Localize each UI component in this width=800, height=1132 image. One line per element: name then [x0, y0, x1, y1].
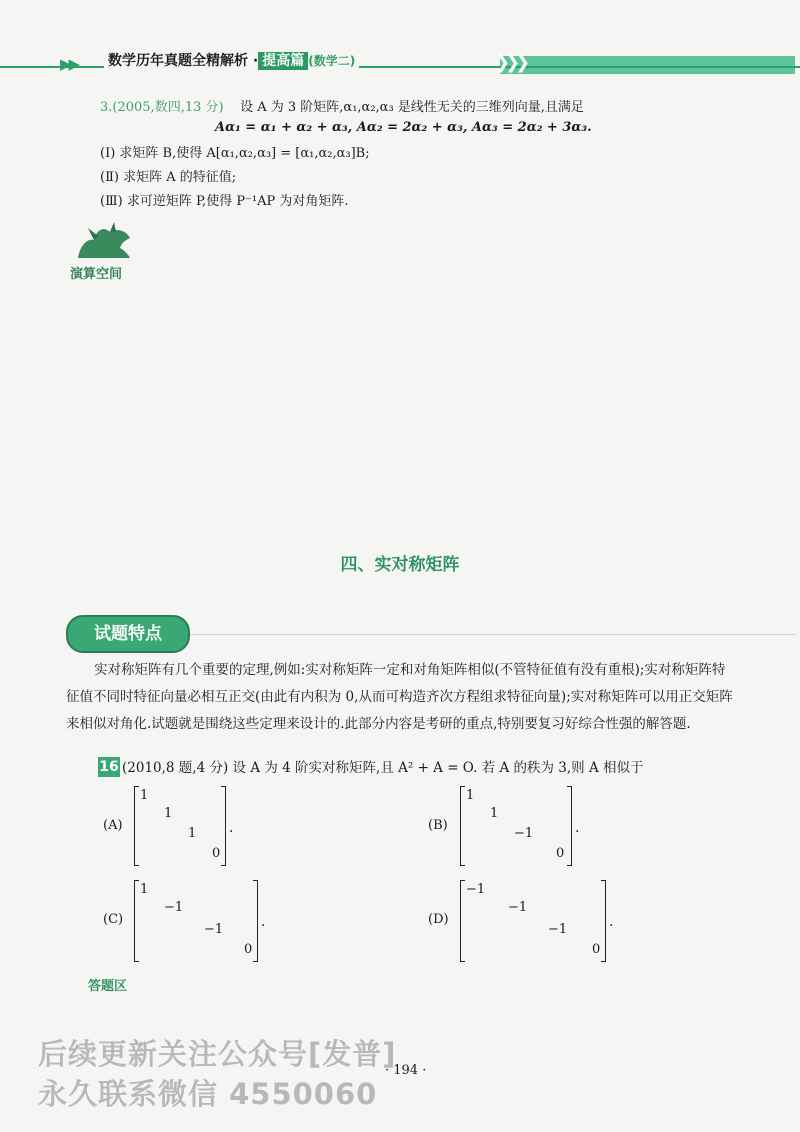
question-3-part-2: (Ⅱ) 求矩阵 A 的特征值; [100, 170, 237, 185]
matrix-entry: 1 [140, 788, 149, 803]
watermark-line-1: 后续更新关注公众号[发普] [38, 1037, 397, 1071]
answer-area-label: 答题区 [88, 979, 128, 994]
matrix-entry: 1 [188, 826, 197, 841]
section-title: 四、实对称矩阵 [340, 555, 460, 575]
book-title: 数学历年真题全精解析 · [108, 53, 259, 69]
option-c-period: . [261, 914, 266, 930]
feature-paragraph: 实对称矩阵有几个重要的定理,例如:实对称矩阵一定和对角矩阵相似(不管特征值有没有重根);实对称矩阵特征值不同时特征向量必相互正交(由此有内积为 0,从而可构造齐次方程组求特征向量);实对称矩阵可以用正交矩阵来相似对角化.试题就是围绕这些定理来设计的.此部分内容是考研的重点,特别要复习好综合性强的解答题. [66, 662, 733, 732]
matrix-entry: 1 [466, 788, 475, 803]
matrix-entry: −1 [466, 882, 486, 897]
header-arrows-icon: ▶▶ [60, 55, 78, 73]
question-3-equations: Aα₁ = α₁ + α₂ + α₃, Aα₂ = 2α₂ + α₃, Aα₃ = 2α₂ + 3α₃. [215, 120, 592, 135]
matrix-entry: 0 [244, 942, 253, 957]
option-a-matrix [134, 786, 226, 866]
question-16-text: (2010,8 题,4 分) 设 A 为 4 阶实对称矩阵,且 A² + A = O. 若 A 的秩为 3,则 A 相似于 [122, 760, 644, 776]
matrix-entry: −1 [548, 922, 568, 937]
option-b-matrix [460, 786, 572, 866]
dragon-mascot-icon [70, 220, 140, 260]
question-16-badge: 16 [99, 759, 119, 775]
page-number: · 194 · [385, 1063, 427, 1078]
book-subtitle: (数学二) [308, 54, 356, 68]
chevron-arrows-icon: ❯❯❯ [495, 52, 526, 73]
book-highlight: 提高篇 [258, 52, 308, 70]
watermark-line-2: 永久联系微信 4550060 [38, 1077, 378, 1111]
header-title [104, 50, 359, 70]
question-3-part-1: (Ⅰ) 求矩阵 B,使得 A[α₁,α₂,α₃] = [α₁,α₂,α₃]B; [100, 146, 370, 161]
option-b-label: (B) [428, 818, 448, 833]
matrix-entry: 1 [490, 806, 499, 821]
matrix-entry: −1 [508, 900, 528, 915]
matrix-entry: 1 [140, 882, 149, 897]
option-d-period: . [609, 914, 614, 930]
question-3-number: 3.(2005,数四,13 分) [100, 100, 224, 115]
matrix-entry: −1 [204, 922, 224, 937]
calc-space-label: 演算空间 [70, 267, 123, 282]
option-a-period: . [229, 820, 234, 836]
matrix-entry: 0 [556, 846, 565, 861]
matrix-entry: 1 [164, 806, 173, 821]
question-3-text: 设 A 为 3 阶矩阵,α₁,α₂,α₃ 是线性无关的三维列向量,且满足 [240, 100, 584, 115]
option-d-label: (D) [428, 912, 449, 927]
option-c-label: (C) [103, 912, 124, 927]
option-b-period: . [575, 820, 580, 836]
matrix-entry: −1 [164, 900, 184, 915]
option-c-matrix [134, 880, 258, 962]
option-a-label: (A) [103, 818, 123, 833]
question-3-part-3: (Ⅲ) 求可逆矩阵 P,使得 P⁻¹AP 为对角矩阵. [100, 194, 349, 209]
feature-divider [186, 634, 796, 635]
matrix-entry: 0 [592, 942, 601, 957]
question-3-intro [100, 98, 584, 118]
option-d-matrix [460, 880, 606, 962]
matrix-entry: 0 [212, 846, 221, 861]
matrix-entry: −1 [514, 826, 534, 841]
feature-badge: 试题特点 [66, 615, 190, 653]
